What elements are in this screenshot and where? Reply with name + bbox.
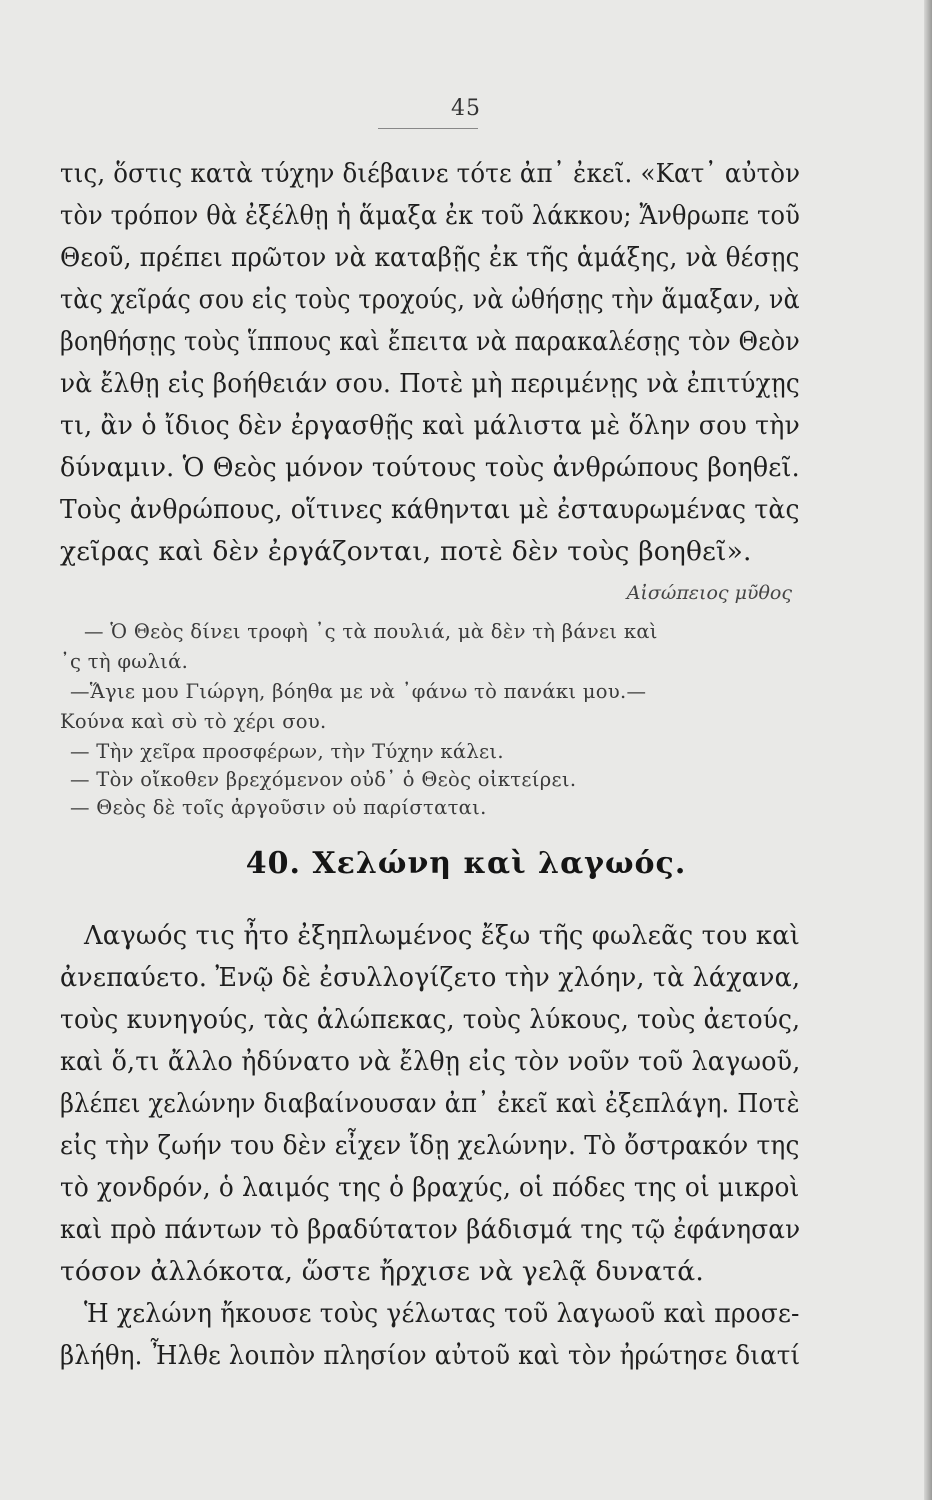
page-edge-shadow [924,0,932,1500]
text-line: Λαγωός τις ἦτο ἐξηπλωμένος ἔξω τῆς φωλεᾶς του καὶ [84,920,801,951]
text-line: Τοὺς ἀνθρώπους, οἵτινες κάθηνται μὲ ἐσταυρωμένας τὰς [60,494,800,525]
text-line: τις, ὅστις κατὰ τύχην διέβαινε τότε ἀπ᾽ ἐκεῖ. «Κατ᾽ αὐτὸν [60,158,801,189]
attribution: Αἰσώπειος μῦθος [626,582,792,604]
page-number-rule [378,128,478,129]
section-heading: 40. Χελώνη καὶ λαγωός. [245,846,687,881]
proverb-line: — Τὴν χεῖρα προσφέρων, τὴν Τύχην κάλει. [70,740,504,763]
text-line: τὸν τρόπον θὰ ἐξέλθῃ ἡ ἅμαξα ἐκ τοῦ λάκκου; Ἄνθρωπε τοῦ [60,200,800,231]
text-line: βλήθη. Ἦλθε λοιπὸν πλησίον αὐτοῦ καὶ τὸν ἠρώτησε διατί [60,1340,801,1371]
text-line: ἀνεπαύετο. Ἐνῷ δὲ ἐσυλλογίζετο τὴν χλόην, τὰ λάχανα, [60,962,801,993]
text-line: τοὺς κυνηγούς, τὰς ἀλώπεκας, τοὺς λύκους, τοὺς ἀετούς, [60,1004,801,1035]
page-number: 45 [451,96,481,121]
text-line: τόσον ἀλλόκοτα, ὥστε ἤρχισε νὰ γελᾷ δυνατά. [60,1256,704,1287]
proverb-line: Κούνα καὶ σὺ τὸ χέρι σου. [60,710,327,733]
text-line: βοηθήσῃς τοὺς ἵππους καὶ ἔπειτα νὰ παρακαλέσῃς τὸν Θεὸν [60,326,800,357]
text-line: καὶ ὅ,τι ἄλλο ἠδύνατο νὰ ἔλθῃ εἰς τὸν νοῦν τοῦ λαγωοῦ, [60,1046,801,1077]
proverb-line: — Θεὸς δὲ τοῖς ἀργοῦσιν οὐ παρίσταται. [70,796,487,819]
text-line: καὶ πρὸ πάντων τὸ βραδύτατον βάδισμά της τῷ ἐφάνησαν [60,1214,801,1245]
text-line: τι, ἂν ὁ ἴδιος δὲν ἐργασθῇς καὶ μάλιστα μὲ ὅλην σου τὴν [60,410,800,441]
text-line: νὰ ἔλθῃ εἰς βοήθειάν σου. Ποτὲ μὴ περιμένῃς νὰ ἐπιτύχῃς [60,368,800,399]
text-line: χεῖρας καὶ δὲν ἐργάζονται, ποτὲ δὲν τοὺς βοηθεῖ». [60,536,752,567]
proverb-line: — Τὸν οἴκοθεν βρεχόμενον οὐδ᾽ ὁ Θεὸς οἰκτείρει. [70,768,577,791]
text-line: τὰς χεῖράς σου εἰς τοὺς τροχούς, νὰ ὠθήσῃς τὴν ἅμαξαν, νὰ [60,284,800,315]
text-line: βλέπει χελώνην διαβαίνουσαν ἀπ᾽ ἐκεῖ καὶ ἐξεπλάγη. Ποτὲ [60,1088,800,1119]
text-line: Ἡ χελώνη ἤκουσε τοὺς γέλωτας τοῦ λαγωοῦ καὶ προσε- [84,1298,800,1329]
text-line: τὸ χονδρόν, ὁ λαιμός της ὁ βραχύς, οἱ πόδες της οἱ μικροὶ [60,1172,800,1203]
text-line: εἰς τὴν ζωήν του δὲν εἶχεν ἴδῃ χελώνην. Τὸ ὄστρακόν της [60,1130,800,1161]
text-line: Θεοῦ, πρέπει πρῶτον νὰ καταβῇς ἐκ τῆς ἁμάξης, νὰ θέσῃς [60,242,800,273]
text-line: δύναμιν. Ὁ Θεὸς μόνον τούτους τοὺς ἀνθρώπους βοηθεῖ. [60,452,800,483]
proverb-line: —Ἅγιε μου Γιώργη, βόηθα με νὰ ᾽φάνω τὸ πανάκι μου.— [70,680,647,703]
proverb-line: — Ὁ Θεὸς δίνει τροφὴ ᾽ς τὰ πουλιά, μὰ δὲν τὴ βάνει καὶ [84,620,658,643]
proverb-line: ᾽ς τὴ φωλιά. [60,650,189,673]
